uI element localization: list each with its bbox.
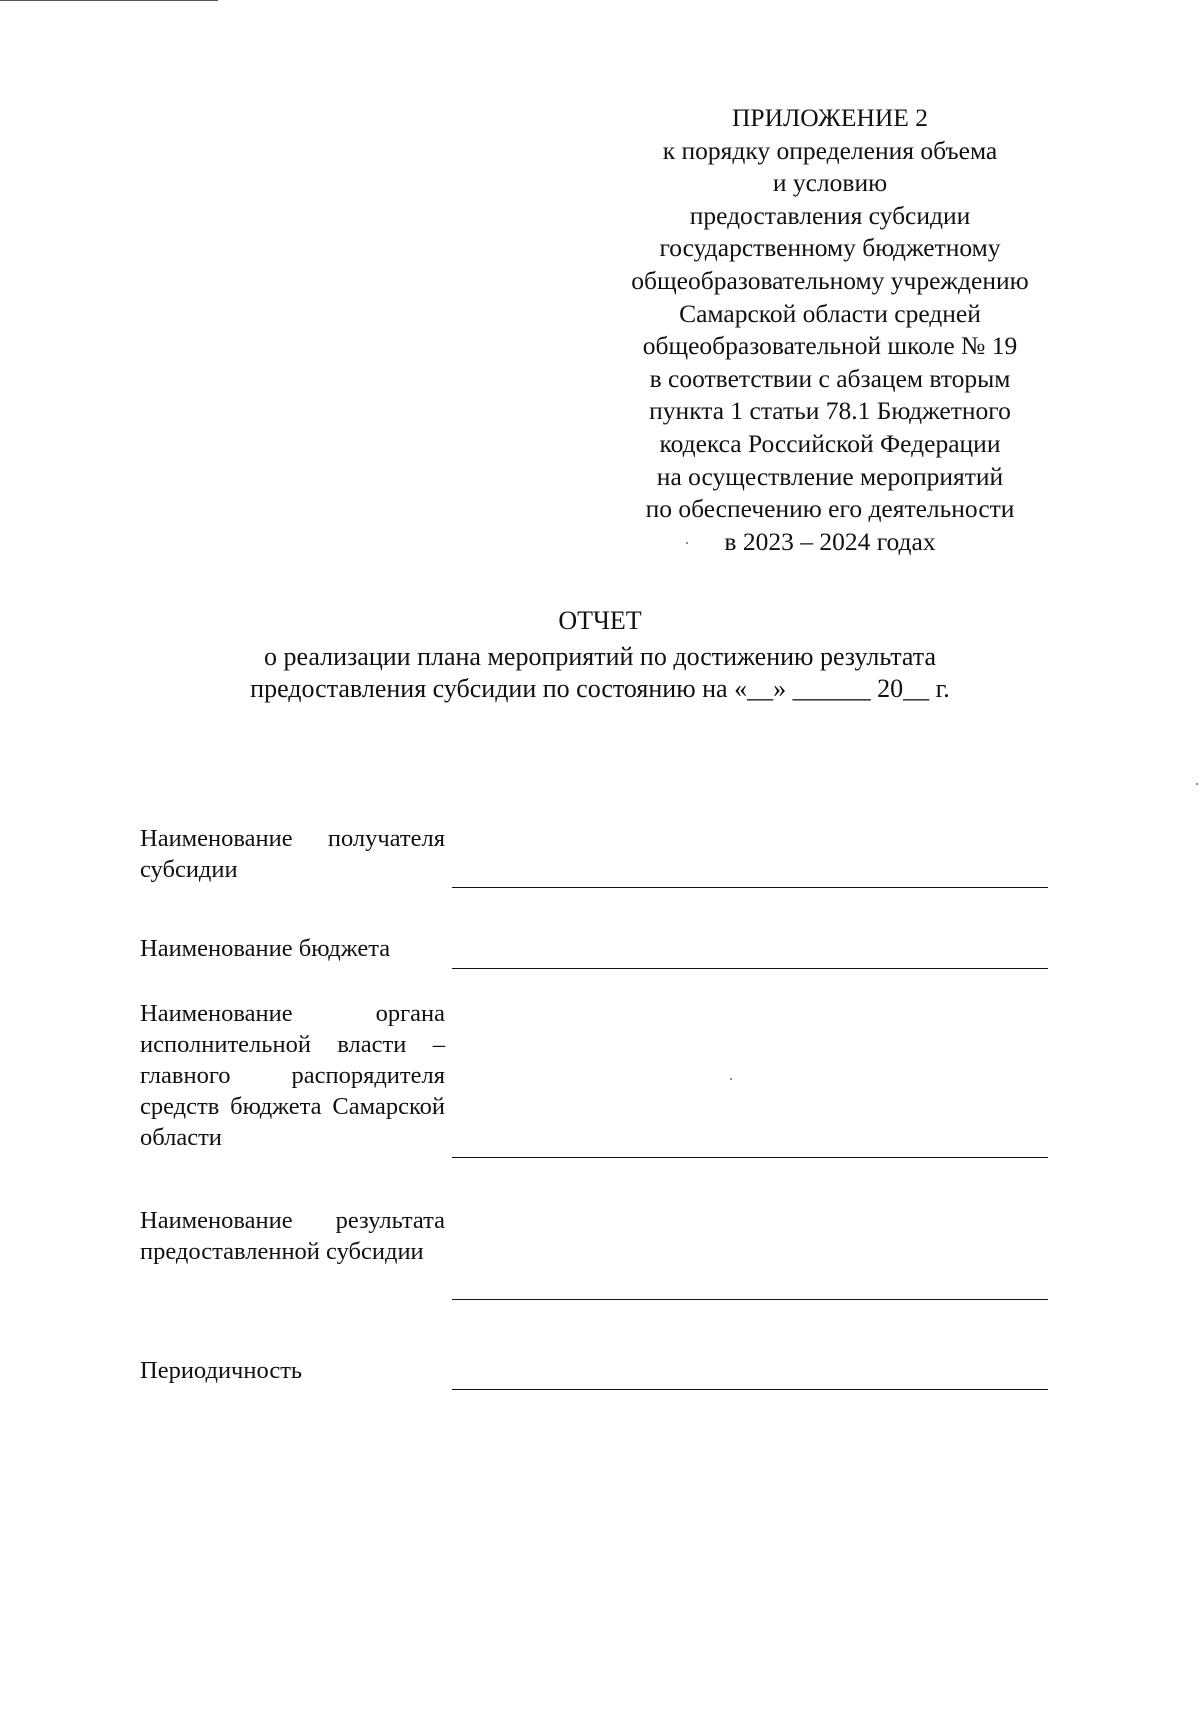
- appendix-line: общеобразовательной школе № 19: [642, 331, 1018, 361]
- appendix-line: к порядку определения объема: [662, 135, 998, 165]
- scan-speck: [730, 1078, 732, 1080]
- result-name-label: Наименование результата предоставленной субсидии: [140, 1207, 445, 1265]
- appendix-line: кодекса Российской Федерации: [659, 428, 1001, 458]
- report-title: ОТЧЕТ: [558, 606, 642, 635]
- scan-speck: [1196, 783, 1198, 785]
- periodicity-label: Периодичность: [140, 1357, 303, 1384]
- recipient-name-blank[interactable]: [452, 887, 1048, 888]
- report-subtitle: [110, 641, 1090, 705]
- appendix-line: пункта 1 статьи 78.1 Бюджетного: [649, 396, 1011, 426]
- appendix-line: в соответствии с абзацем вторым: [649, 363, 1011, 393]
- appendix-line: в 2023 – 2024 годах: [724, 526, 936, 556]
- appendix-line: ПРИЛОЖЕНИЕ 2: [731, 103, 929, 132]
- appendix-line: общеобразовательному учреждению: [631, 265, 1029, 295]
- periodicity-blank[interactable]: [452, 1389, 1048, 1390]
- authority-name-label: Наименование органа исполнительной власти – главного распорядителя средств бюджета Самарской области: [140, 1000, 445, 1151]
- budget-name-blank[interactable]: [452, 968, 1048, 969]
- result-name-blank[interactable]: [452, 1299, 1048, 1300]
- appendix-header: [590, 102, 1070, 558]
- budget-name-label: Наименование бюджета: [140, 935, 391, 962]
- appendix-line: и условию: [772, 168, 888, 198]
- appendix-line: по обеспечению его деятельности: [645, 494, 1015, 524]
- appendix-line: на осуществление мероприятий: [656, 461, 1004, 491]
- appendix-line: государственному бюджетному: [659, 233, 1001, 263]
- report-subtitle-line: о реализации плана мероприятий по достижению результата: [264, 642, 936, 671]
- scan-edge-mark: [0, 0, 218, 1]
- appendix-line: предоставления субсидии: [689, 200, 971, 230]
- authority-name-blank[interactable]: [452, 1157, 1048, 1158]
- report-subtitle-line: предоставления субсидии по состоянию на «__» ______ 20__ г.: [250, 674, 950, 703]
- recipient-name-label: Наименование получателя субсидии: [140, 825, 445, 883]
- appendix-line: Самарской области средней: [679, 298, 981, 328]
